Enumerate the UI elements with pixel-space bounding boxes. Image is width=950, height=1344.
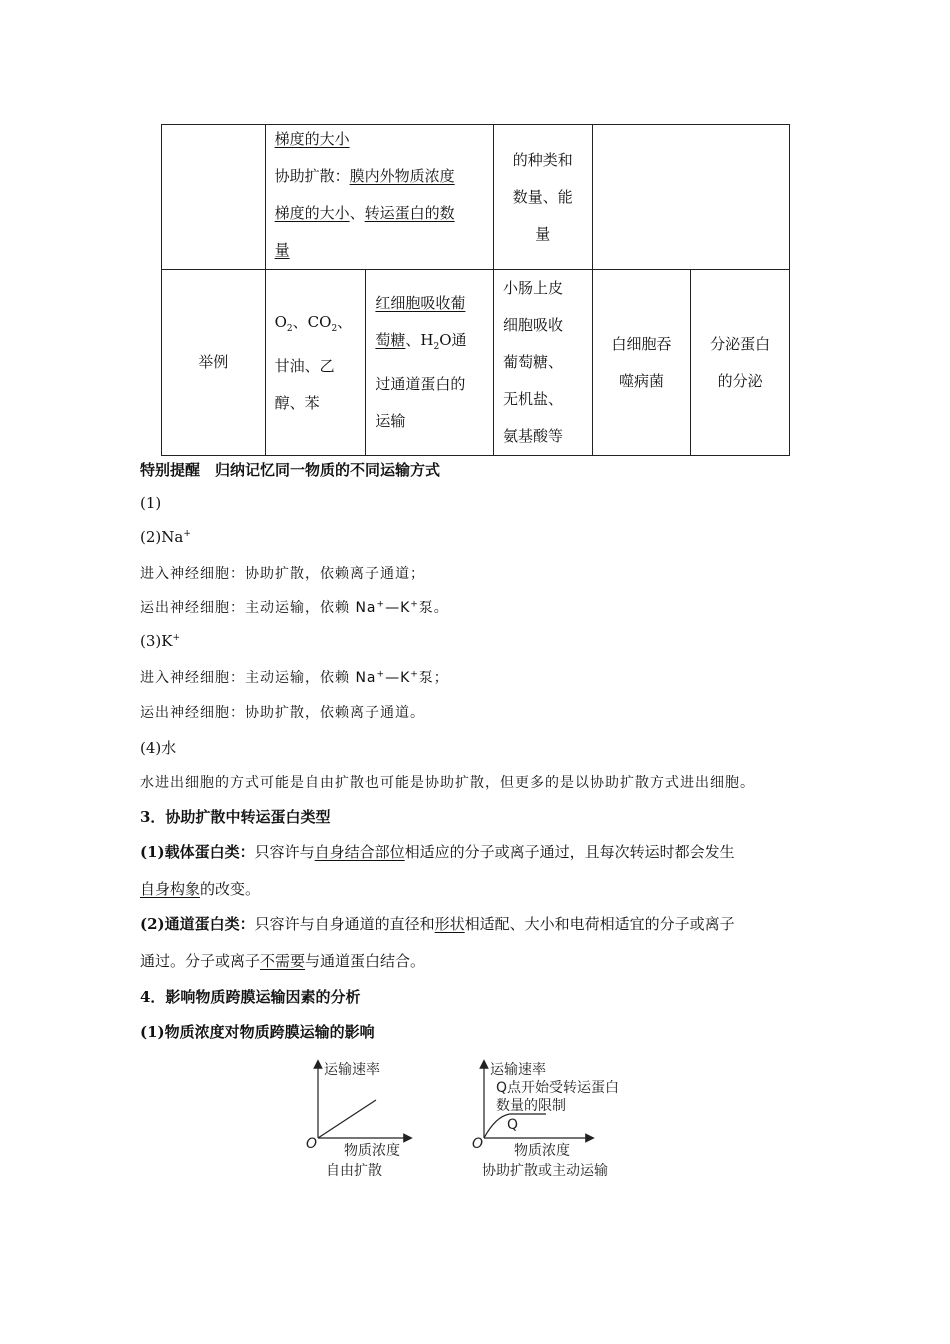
cell-text: 过通道蛋白的 [375,375,466,393]
cell-text: 细胞吸收 [502,316,563,334]
cell-text: 2 [286,323,293,334]
table-cell [592,270,691,456]
carrier-protein-line1: (1)载体蛋白类：只容许与自身结合部位相适应的分子或离子通过，且每次转运时都会发生 [140,843,735,861]
cell-text: 膜内外物质浓度 [349,167,455,185]
caption-right: 协助扩散或主动运输 [482,1163,608,1179]
note-line1: Q点开始受转运蛋白 [496,1080,620,1096]
tip-k-out: 运出神经细胞：协助扩散，依赖离子通道。 [140,705,425,721]
cell-text: 的种类和 [512,150,573,169]
cell-text: 协助扩散： [274,167,350,185]
cell-text: 2 [331,323,338,334]
row-label: 举例 [198,353,229,371]
cell-text: 数量、能 [512,187,573,206]
tip-water: 水进出细胞的方式可能是自由扩散也可能是协助扩散，但更多的是以协助扩散方式进出细胞。 [140,775,755,791]
table-row [162,270,790,456]
table-cell [162,270,266,456]
y-label: 运输速率 [324,1062,380,1078]
x-label: 物质浓度 [514,1143,570,1159]
free-diffusion-graph [306,1061,408,1179]
tip-item-1: (1) [140,494,162,512]
cell-text: 的分泌 [717,371,763,390]
table-cell [493,270,592,456]
section4-sub1: (1)物质浓度对物质跨膜运输的影响 [140,1023,375,1041]
cell-text: 氨基酸等 [502,427,563,445]
cell-text: 2 [433,342,440,352]
cell-text: 、 [349,204,365,222]
tip-item-4: (4)水 [140,739,177,757]
cell-text: 梯度的大小 [274,204,350,222]
section4-title: 4．影响物质跨膜运输因素的分析 [140,988,361,1006]
table-row [162,125,790,270]
transport-table [161,124,790,456]
tip-item-3: (3)K+ [140,632,181,650]
table-cell [265,270,366,456]
origin-label: O [472,1136,484,1152]
table-cell [162,125,266,270]
cell-text: 转运蛋白的数 [364,204,455,222]
channel-protein-line1: (2)通道蛋白类：只容许与自身通道的直径和形状相适配、大小和电荷相适宜的分子或离子 [140,915,735,933]
cell-text: 葡萄糖、 [502,353,563,371]
table-cell [265,125,493,270]
cell-text: O通 [439,331,467,349]
cell-text: 梯度的大小 [274,130,350,148]
cell-text: 分泌蛋白 [710,334,771,353]
carrier-protein-line2: 自身构象的改变。 [140,880,261,898]
channel-protein-line2: 通过。分子或离子不需要与通道蛋白结合。 [140,952,426,970]
transport-rate-figures [300,1058,650,1183]
table-cell [592,125,789,270]
cell-text: 、 [337,312,353,331]
section3-title: 3．协助扩散中转运蛋白类型 [140,808,331,826]
rate-line [318,1100,376,1138]
cell-text: 量 [274,241,290,259]
cell-text: 、H [405,331,434,349]
cell-text: 无机盐、 [502,390,563,408]
table-cell [493,125,592,270]
q-point-label: Q [507,1117,519,1133]
cell-text: 醇、苯 [274,393,320,412]
cell-text: O [274,312,287,331]
cell-text: 红细胞吸收葡 [375,294,466,312]
tip-heading: 特别提醒 归纳记忆同一物质的不同运输方式 [140,461,441,479]
cell-text: 萄糖 [375,331,406,349]
table-cell [366,270,494,456]
table-cell [691,270,790,456]
cell-text: 小肠上皮 [502,279,563,297]
cell-text: 白细胞吞 [611,334,672,353]
cell-text: 噬病菌 [618,371,664,390]
x-label: 物质浓度 [344,1143,400,1159]
tip-na-out: 运出神经细胞：主动运输，依赖 Na+—K+泵。 [140,599,449,616]
origin-label: O [306,1136,318,1152]
tip-item-2: (2)Na+ [140,528,191,546]
cell-text: 、CO [292,312,332,331]
cell-text: 甘油、乙 [274,356,335,375]
cell-text: 量 [535,224,551,243]
cell-text: 运输 [375,412,406,430]
tip-k-in: 进入神经细胞：主动运输，依赖 Na+—K+泵； [140,669,449,686]
tip-na-in: 进入神经细胞：协助扩散，依赖离子通道； [140,566,425,582]
note-line2: 数量的限制 [496,1098,566,1114]
y-label: 运输速率 [490,1062,546,1078]
facilitated-active-graph [472,1061,619,1179]
caption-left: 自由扩散 [326,1163,382,1179]
